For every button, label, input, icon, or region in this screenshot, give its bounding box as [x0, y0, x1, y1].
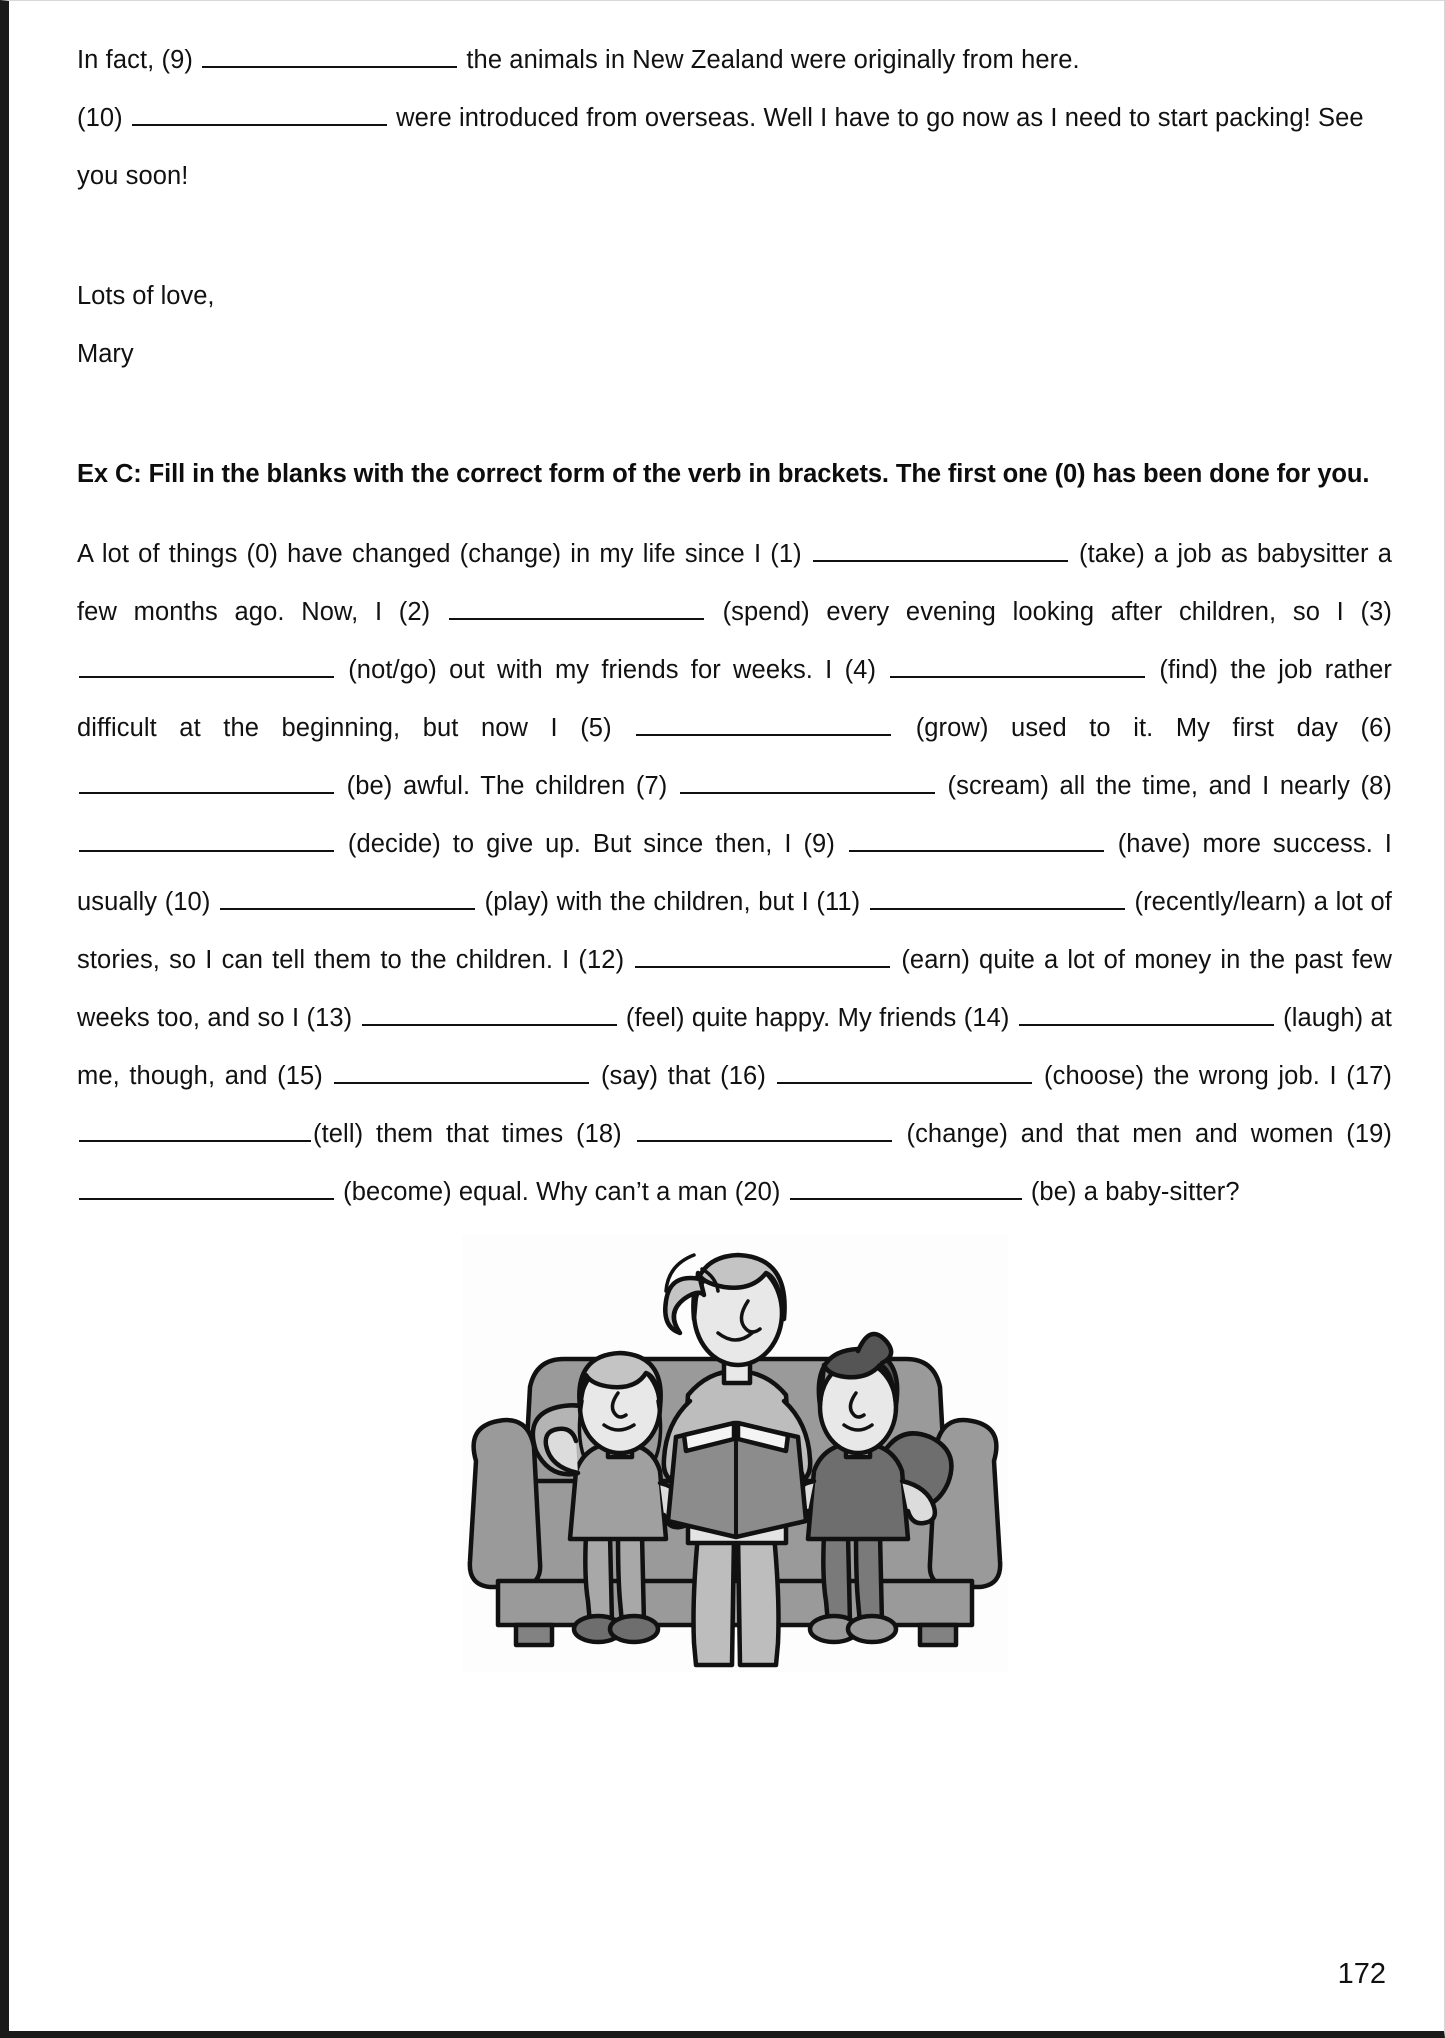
exercise-text-run: (have) more success. I usually (10) [77, 830, 1392, 916]
answer-blank-2[interactable] [449, 597, 704, 620]
exercise-text-run: (tell) them that times (18) [313, 1120, 635, 1148]
answer-blank-4[interactable] [890, 655, 1145, 678]
exercise-text-run: (earn) quite a lot of money in the past few weeks too, and so I (13) [77, 946, 1392, 1032]
exercise-text-run: (spend) every evening looking after children, so I (3) [705, 598, 1392, 626]
letter-line2-suffix: were introduced from overseas. Well I have to go now as I need to start packing! See you soon! [77, 104, 1364, 190]
exercise-text-run: (say) that (16) [591, 1062, 776, 1090]
answer-blank-8[interactable] [79, 829, 334, 852]
spacer-after-heading [77, 503, 1392, 525]
letter-signature: Mary [77, 340, 134, 368]
letter-line1-prefix: In fact, (9) [77, 46, 193, 74]
answer-blank-3[interactable] [79, 655, 334, 678]
answer-blank-13[interactable] [362, 1003, 617, 1026]
exercise-body-paragraph [77, 525, 1392, 1221]
illustration-container [77, 1235, 1392, 1672]
answer-blank-9[interactable] [202, 45, 457, 68]
exercise-text-run: (grow) used to it. My first day (6) [893, 714, 1392, 742]
answer-blank-9[interactable] [849, 829, 1104, 852]
answer-blank-17[interactable] [79, 1119, 311, 1142]
exercise-text-run: (become) equal. Why can’t a man (20) [336, 1178, 788, 1206]
exercise-text-run: (recently/learn) a lot of stories, so I can tell them to the children. I (12) [77, 888, 1392, 974]
answer-blank-10[interactable] [220, 887, 475, 910]
answer-blank-11[interactable] [870, 887, 1125, 910]
exercise-text-run: A lot of things (0) have changed (change) in my life since I (1) [77, 540, 811, 568]
answer-blank-19[interactable] [79, 1177, 334, 1200]
exercise-text-run: (change) and that men and women (19) [893, 1120, 1392, 1148]
answer-blank-1[interactable] [813, 539, 1068, 562]
answer-blank-15[interactable] [334, 1061, 589, 1084]
exercise-text-run: (decide) to give up. But since then, I (9) [336, 830, 847, 858]
exercise-text-run: (play) with the children, but I (11) [477, 888, 868, 916]
spacer-before-heading [77, 383, 1392, 445]
spacer-after-letter-body [77, 205, 1392, 267]
exercise-text-run: (be) awful. The children (7) [336, 772, 678, 800]
answer-blank-16[interactable] [777, 1061, 1032, 1084]
exercise-text-run: (choose) the wrong job. I (17) [1034, 1062, 1392, 1090]
answer-blank-5[interactable] [636, 713, 891, 736]
answer-blank-7[interactable] [680, 771, 935, 794]
letter-tail-paragraph [77, 31, 1392, 205]
answer-blank-14[interactable] [1019, 1003, 1274, 1026]
answer-blank-10[interactable] [132, 103, 387, 126]
page-content [77, 31, 1392, 1672]
answer-blank-6[interactable] [79, 771, 334, 794]
letter-line1-suffix: the animals in New Zealand were originally from here. [466, 46, 1080, 74]
exercise-text-run: (feel) quite happy. My friends (14) [618, 1004, 1017, 1032]
babysitter-reading-to-children-illustration [462, 1235, 1008, 1672]
answer-blank-18[interactable] [637, 1119, 892, 1142]
page-number: 172 [1337, 1958, 1386, 1990]
exercise-text-run: (scream) all the time, and I nearly (8) [936, 772, 1392, 800]
exercise-text-run: (laugh) at me, though, and (15) [77, 1004, 1392, 1090]
letter-closing: Lots of love, [77, 282, 215, 310]
exercise-heading: Ex C: Fill in the blanks with the correct form of the verb in brackets. The first one (0) has been done for you. [77, 460, 1370, 488]
letter-line2-prefix: (10) [77, 104, 123, 132]
exercise-text-run: (not/go) out with my friends for weeks. I (4) [336, 656, 889, 684]
exercise-text-run: (be) a baby-sitter? [1023, 1178, 1240, 1206]
answer-blank-20[interactable] [790, 1177, 1022, 1200]
exercise-text-run: (take) a job as babysitter a few months ago. Now, I (2) [77, 540, 1392, 626]
answer-blank-12[interactable] [635, 945, 890, 968]
exercise-text-run: (find) the job rather difficult at the beginning, but now I (5) [77, 656, 1393, 742]
